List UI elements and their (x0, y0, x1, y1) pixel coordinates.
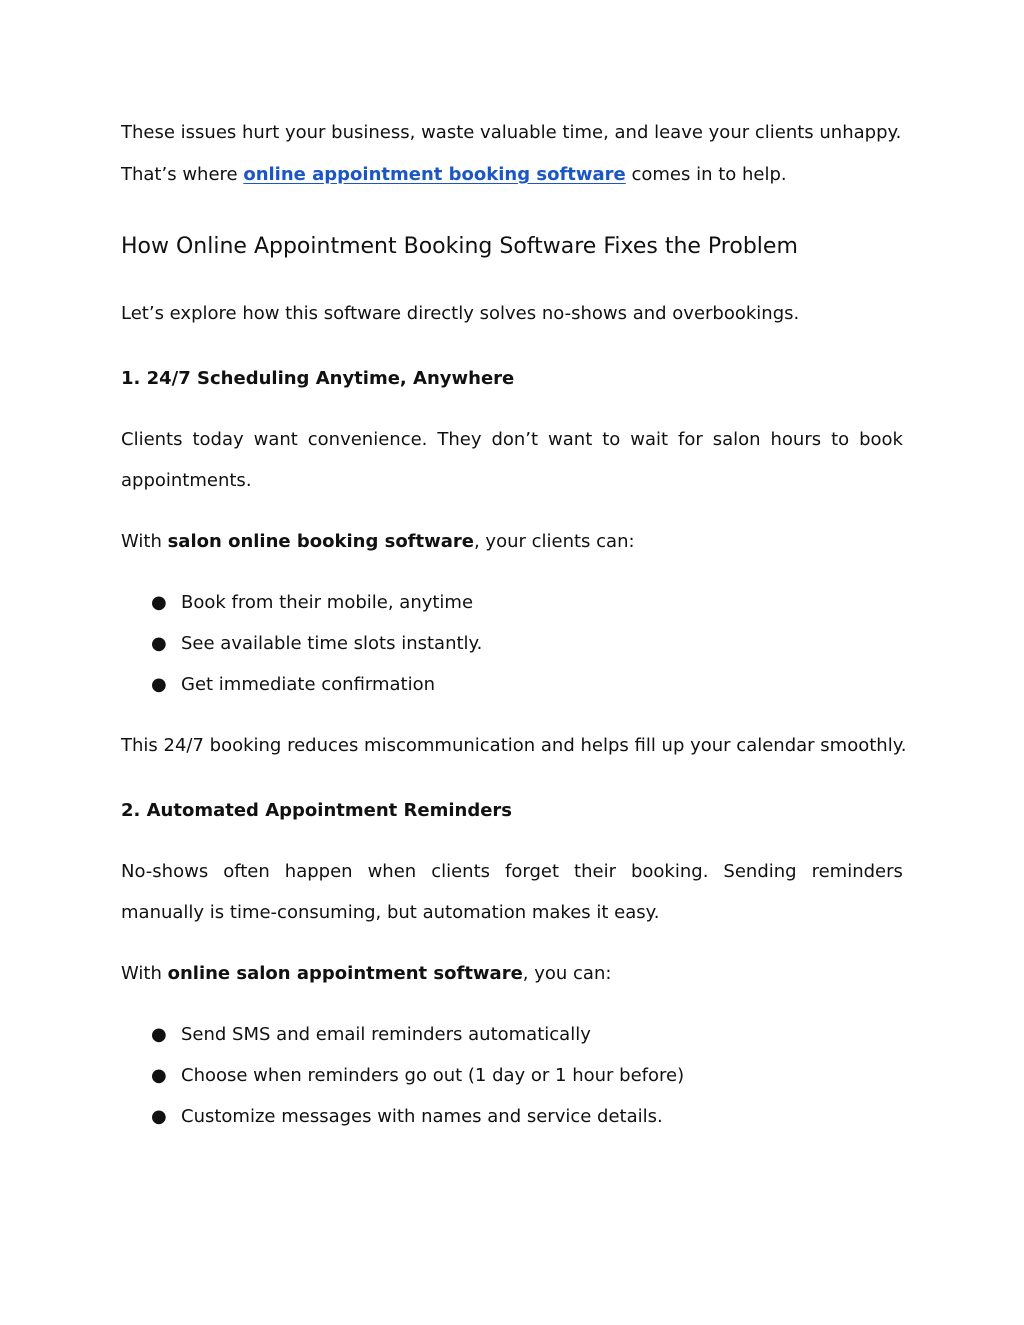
bullet-icon: ● (151, 1024, 167, 1045)
word: They (437, 429, 482, 450)
bullet-icon: ● (151, 674, 167, 695)
paragraph-closing-24-7: This 24/7 booking reduces miscommunication and helps fill up your calendar smoothly. (121, 735, 907, 756)
word: want (548, 429, 593, 450)
section-heading: How Online Appointment Booking Software Fixes the Problem (121, 234, 798, 259)
subheading-24-7-scheduling: 1. 24/7 Scheduling Anytime, Anywhere (121, 368, 515, 389)
list-item-text: See available time slots instantly. (181, 633, 483, 654)
word: Sending (723, 861, 797, 882)
list-item-text: Choose when reminders go out (1 day or 1 hour before) (181, 1065, 685, 1086)
paragraph-with-online-salon-software (121, 961, 903, 987)
paragraph-issues-line2 (121, 162, 903, 188)
word: salon (712, 429, 761, 450)
word: today (192, 429, 244, 450)
word: happen (284, 861, 353, 882)
word: to (602, 429, 621, 450)
word: often (223, 861, 270, 882)
word: booking. (630, 861, 709, 882)
bold-salon-online-booking-software: salon online booking software (167, 531, 474, 552)
list-item-text: Book from their mobile, anytime (181, 592, 474, 613)
word: forget (505, 861, 560, 882)
text-with: With (121, 531, 168, 552)
list-item-text: Get immediate confirmation (181, 674, 436, 695)
word: wait (630, 429, 669, 450)
word: reminders (811, 861, 903, 882)
word: hours (770, 429, 822, 450)
text-with: With (121, 963, 168, 984)
word: want (253, 429, 298, 450)
paragraph-clients-line1 (121, 427, 903, 453)
paragraph-issues-line1: These issues hurt your business, waste valuable time, and leave your clients unhappy. (121, 122, 902, 143)
word: clients (431, 861, 491, 882)
word: their (574, 861, 616, 882)
text-you-can: , you can: (522, 963, 612, 984)
link-online-appointment-booking-software[interactable]: online appointment booking software (243, 164, 626, 185)
list-item-text: Send SMS and email reminders automatically (181, 1024, 591, 1045)
word: don’t (491, 429, 539, 450)
word: No-shows (121, 861, 209, 882)
paragraph-no-shows-line2: manually is time-consuming, but automation makes it easy. (121, 902, 660, 923)
bullet-icon: ● (151, 592, 167, 613)
bullet-icon: ● (151, 1106, 167, 1127)
word: for (678, 429, 703, 450)
text-thats-where: That’s where (121, 164, 244, 185)
word: when (367, 861, 417, 882)
text-comes-in-to-help: comes in to help. (625, 164, 787, 185)
paragraph-no-shows-line1 (121, 859, 903, 885)
word: Clients (121, 429, 183, 450)
subheading-automated-reminders: 2. Automated Appointment Reminders (121, 800, 513, 821)
paragraph-clients-line2: appointments. (121, 470, 252, 491)
word: book (859, 429, 903, 450)
paragraph-with-salon-software (121, 529, 903, 555)
bullet-icon: ● (151, 633, 167, 654)
intro-paragraph: Let’s explore how this software directly solves no-shows and overbookings. (121, 303, 800, 324)
bold-online-salon-appointment-software: online salon appointment software (167, 963, 523, 984)
text-your-clients-can: , your clients can: (473, 531, 635, 552)
list-item-text: Customize messages with names and service details. (181, 1106, 663, 1127)
word: to (831, 429, 850, 450)
bullet-icon: ● (151, 1065, 167, 1086)
word: convenience. (307, 429, 428, 450)
